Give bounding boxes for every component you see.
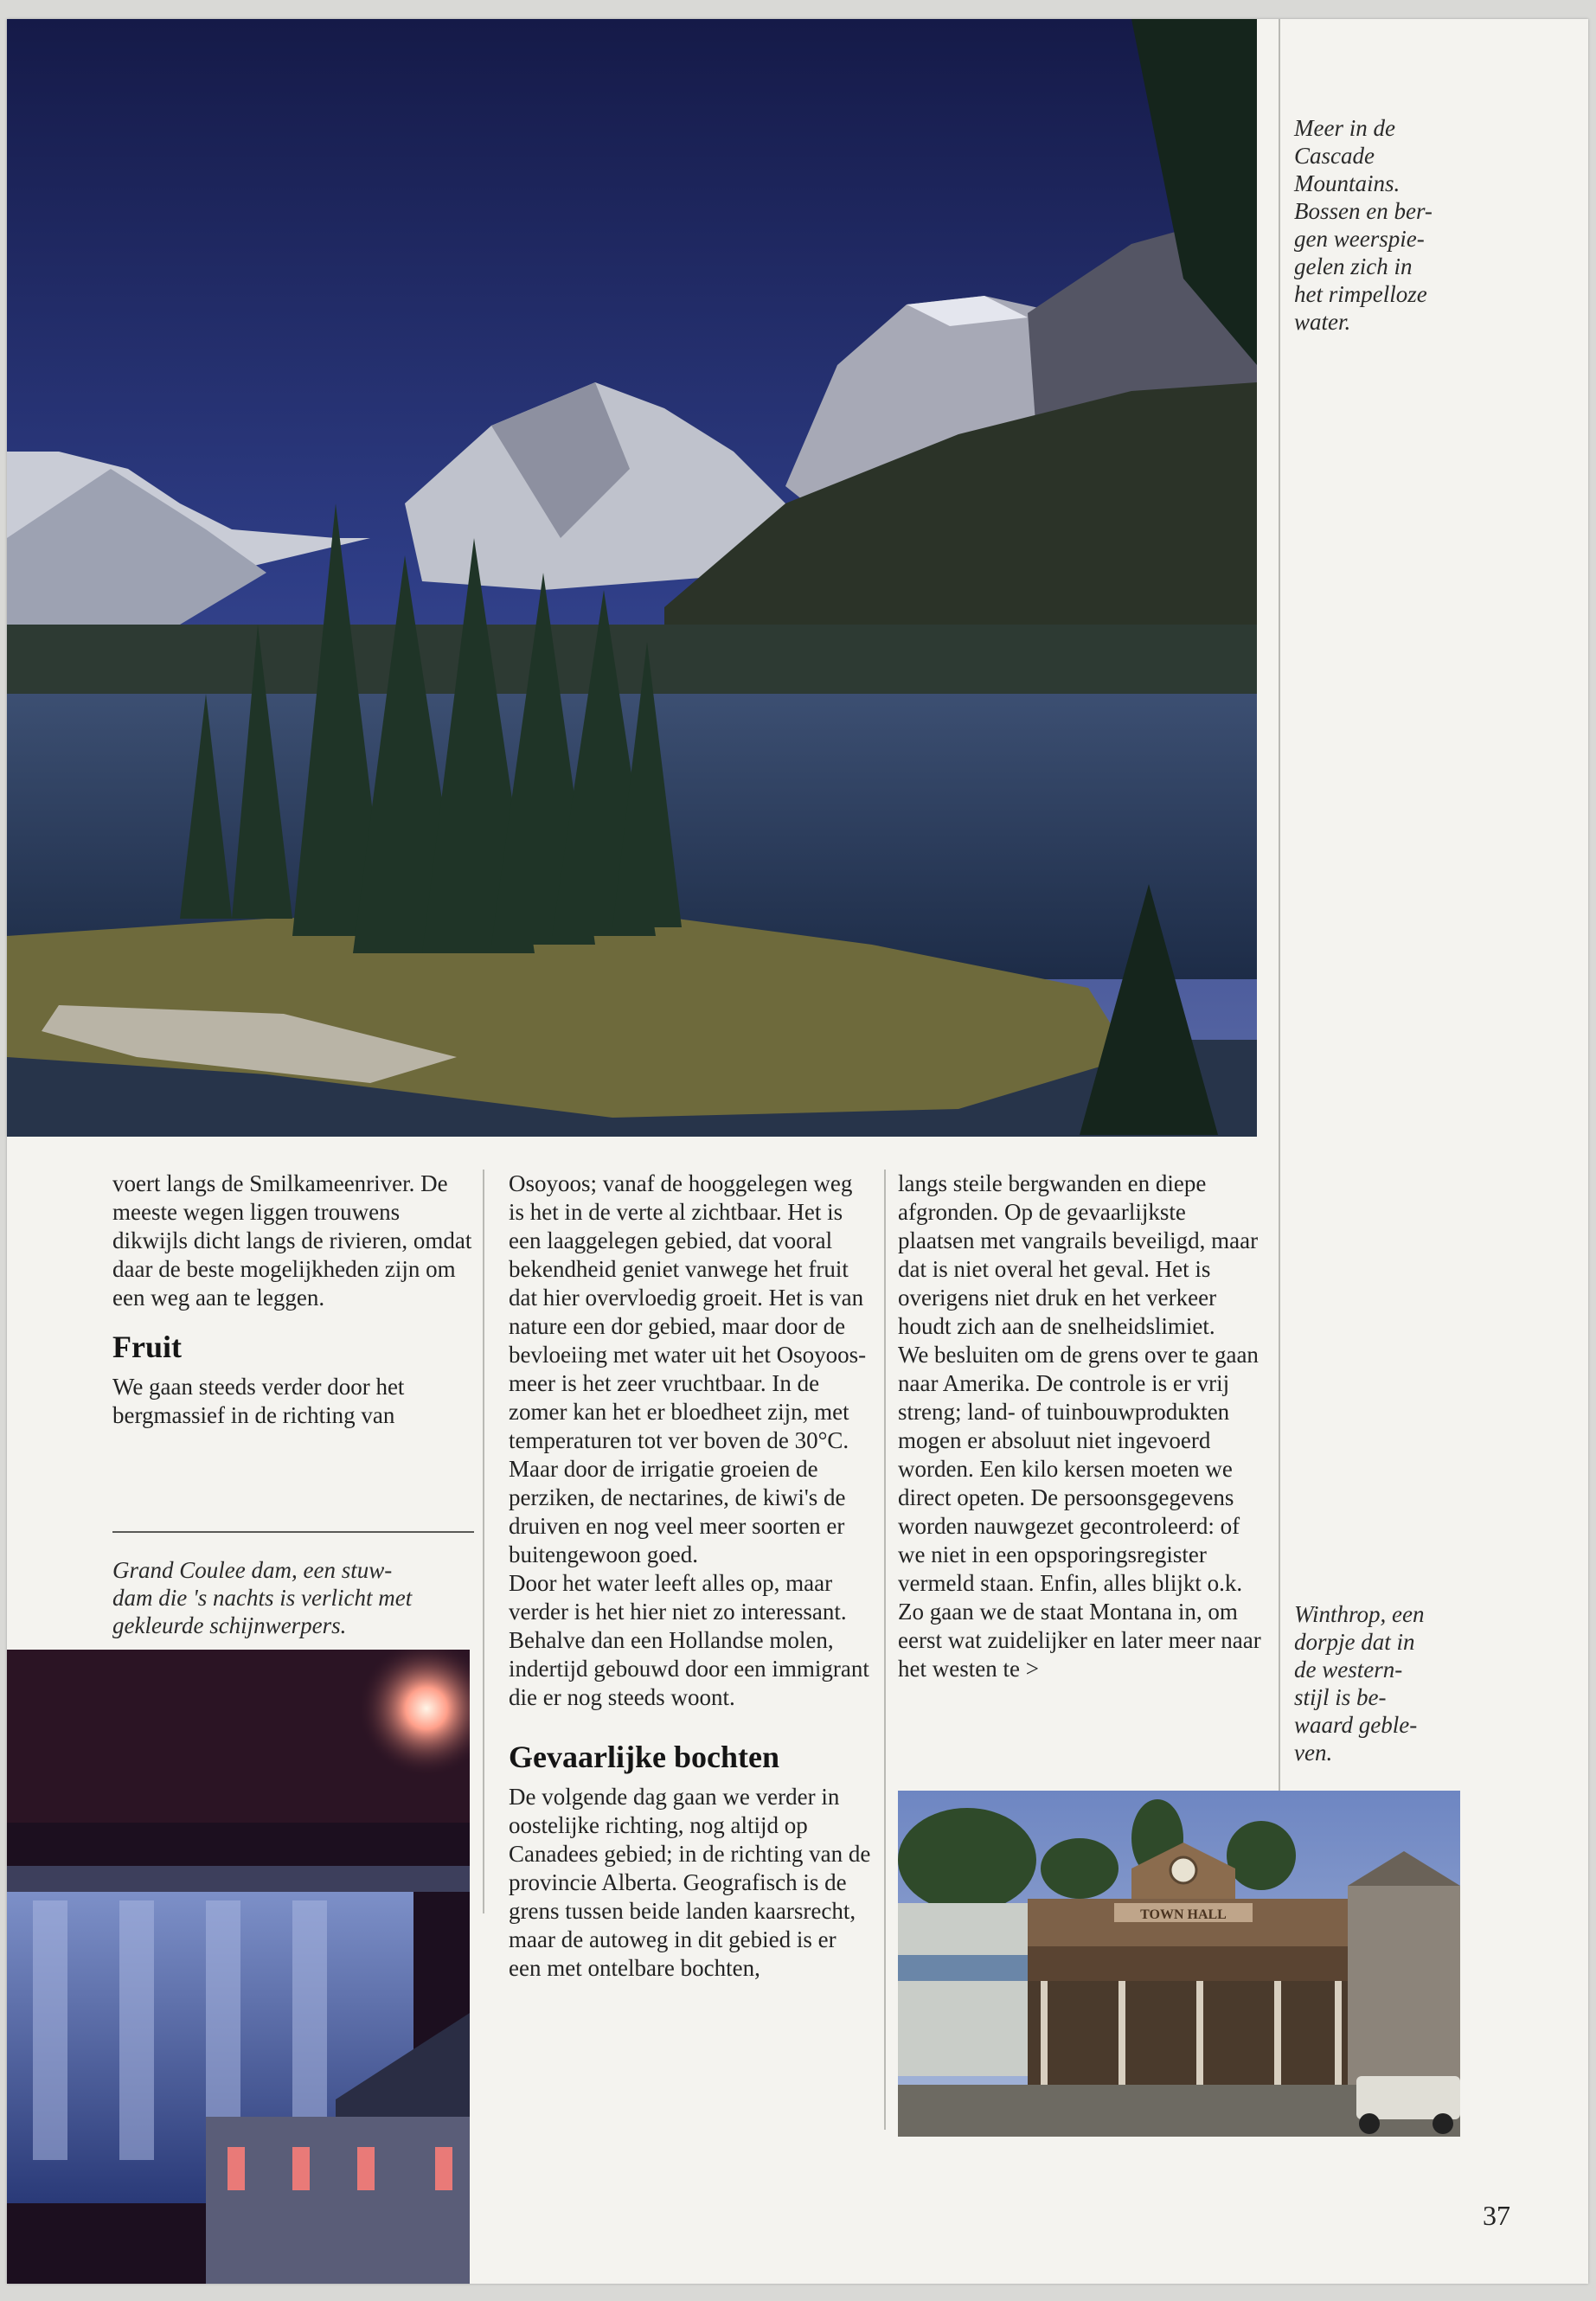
fruit-heading: Fruit	[112, 1330, 182, 1364]
caption-divider	[112, 1531, 474, 1533]
column-divider-2	[884, 1170, 886, 2130]
column3-body3: Zo gaan we de staat Montana in, om eerst wat zuidelijker en later meer naar het westen te >	[898, 1599, 1261, 1682]
article-column-3	[898, 1170, 1261, 1683]
town-hall-sign: TOWN HALL	[1140, 1907, 1227, 1922]
lake-caption: Meer in de Cascade Mountains. Bossen en ber- gen weerspie- gelen zich in het rimpelloze water.	[1294, 115, 1433, 335]
column-divider-1	[483, 1170, 484, 1913]
column3-body1: langs steile bergwanden en diepe afgronden. Op de gevaarlijkste plaatsen met vangrails beveiligd, maar dat is niet overal het geval. Het is overigens niet druk en het verkeer houdt zich aan de snelheidslimiet.	[898, 1170, 1259, 1339]
lake-photo-illustration	[7, 19, 1257, 1137]
sidebar-divider	[1279, 19, 1280, 1827]
dam-photo-illustration	[7, 1650, 470, 2284]
article-column-2	[509, 1170, 872, 1983]
page-number: 37	[1483, 2200, 1510, 2231]
town-caption: Winthrop, een dorpje dat in de western- stijl is be- waard geble- ven.	[1294, 1601, 1425, 1766]
winthrop-town-photo	[898, 1791, 1460, 2137]
gevaarlijke-bochten-heading: Gevaarlijke bochten	[509, 1740, 779, 1774]
column1-body: We gaan steeds verder door het bergmassief in de richting van	[112, 1374, 405, 1428]
column2-body1: Osoyoos; vanaf de hooggelegen weg is het in de verte al zichtbaar. Het is een laaggelegen gebied, dat vooral bekendheid geniet vanwege het fruit dat hier overvloedig groeit. Het is van nature een dor gebied, maar door de bevloeiing met water uit het Osoyoos-meer is het zeer vruchtbaar. In de zomer kan het er bloedheet zijn, met temperaturen tot ver boven de 30°C. Maar door de irrigatie groeien de perziken, de nectarines, de kiwi's de druiven en nog veel meer soorten er buitengewoon goed.	[509, 1170, 867, 1567]
column1-intro: voert langs de Smilkameenriver. De meeste wegen liggen trouwens dikwijls dicht langs de rivieren, omdat daar de beste mogelijkheden zijn om een weg aan te leggen.	[112, 1170, 472, 1311]
magazine-page	[7, 19, 1588, 2284]
article-column-1	[112, 1170, 476, 1430]
column3-body2: We besluiten om de grens over te gaan naar Amerika. De controle is er vrij streng; land- of tuinbouwprodukten mogen er absoluut niet ingevoerd worden. Een kilo kersen moeten we direct opeten. De persoonsgegevens worden nauwgezet gecontroleerd: of we niet in een opsporingsregister vermeld staan. Enfin, alles blijkt o.k.	[898, 1342, 1259, 1596]
dam-caption: Grand Coulee dam, een stuw- dam die 's nachts is verlicht met gekleurde schijnwerpers.	[112, 1557, 413, 1638]
grand-coulee-dam-photo	[7, 1650, 470, 2284]
town-photo-illustration	[898, 1791, 1460, 2137]
column2-body2: Door het water leeft alles op, maar verder is het hier niet zo interessant. Behalve dan een Hollandse molen, indertijd gebouwd door een immigrant die er nog steeds woont.	[509, 1570, 869, 1710]
lake-mountains-photo	[7, 19, 1257, 1137]
column2-body3: De volgende dag gaan we verder in oostelijke richting, nog altijd op Canadees gebied; in de richting van de provincie Alberta. Geografisch is de grens tussen beide landen kaarsrecht, maar de autoweg in dit gebied is er een met ontelbare bochten,	[509, 1784, 871, 1981]
